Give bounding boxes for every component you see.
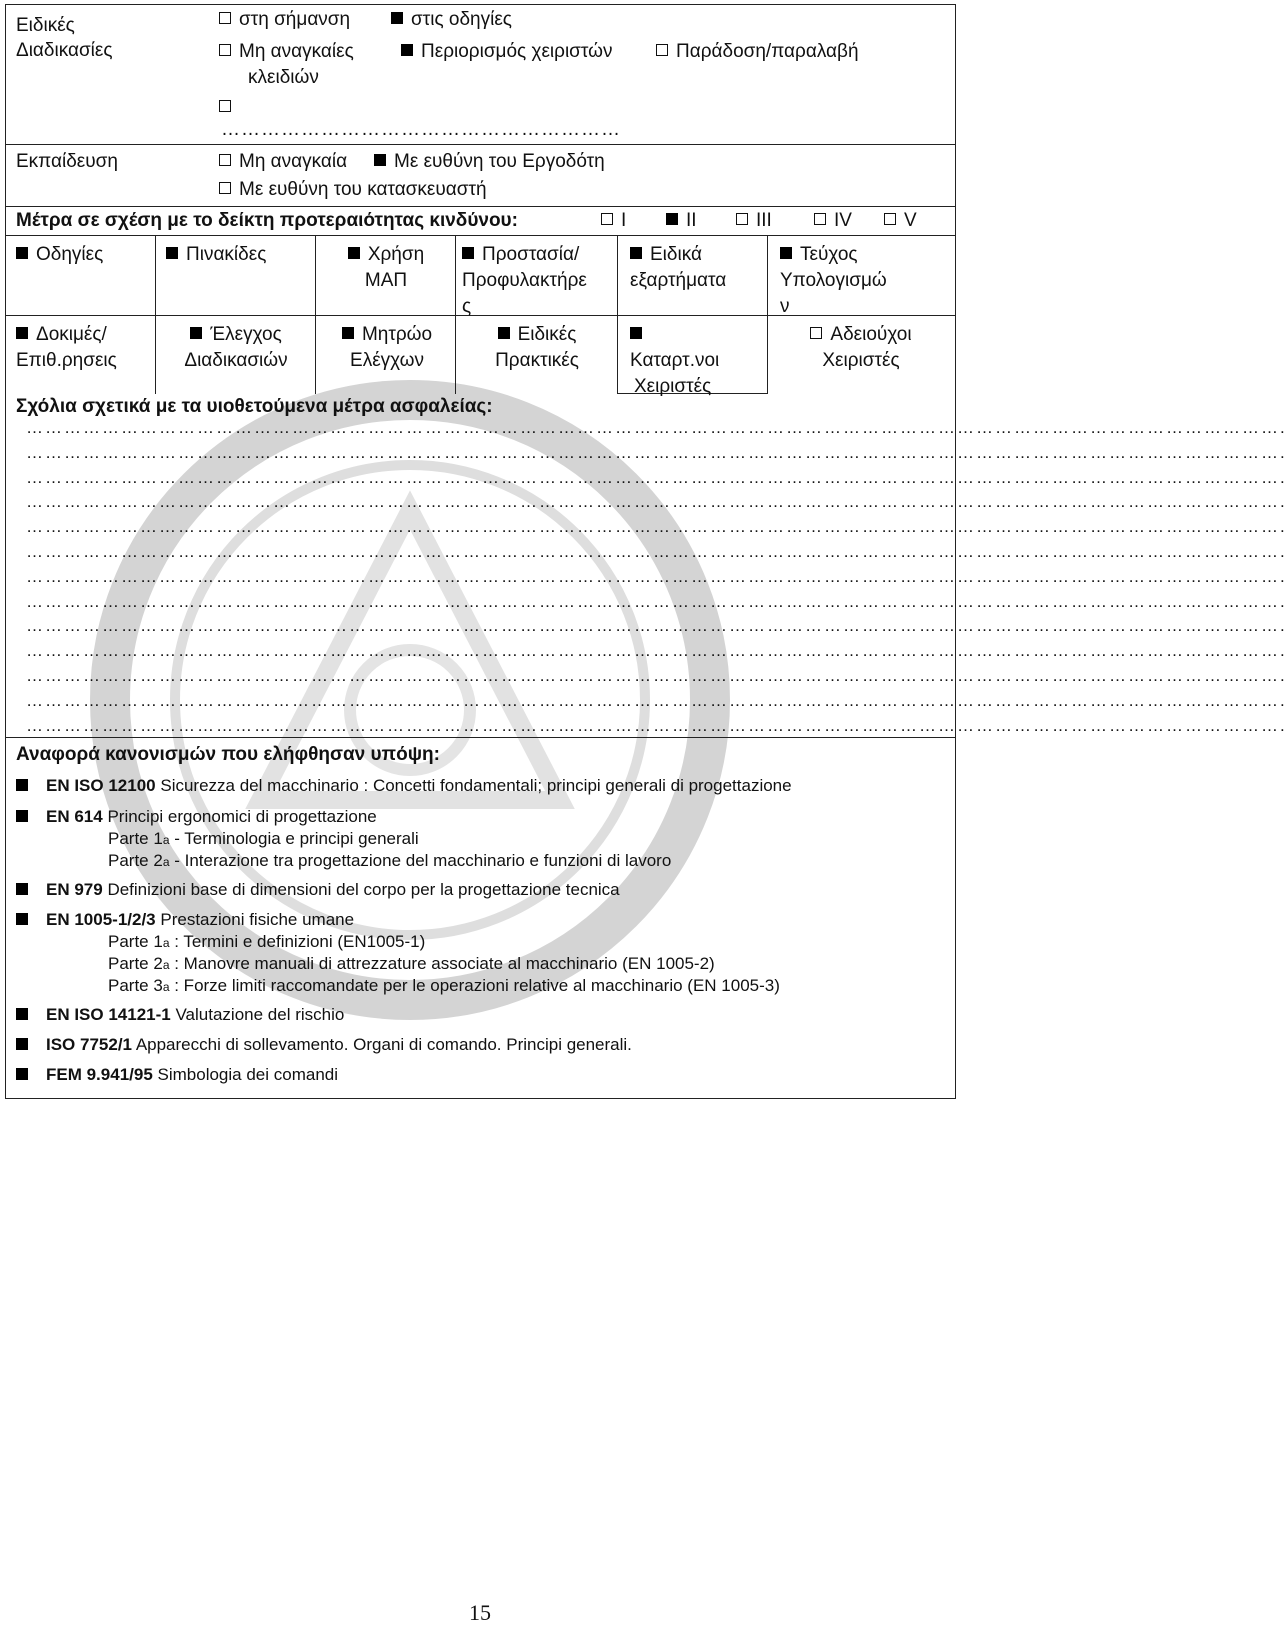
special-procedures-label: Ειδικές Διαδικασίες <box>16 15 113 61</box>
page-number: 15 <box>469 1600 491 1625</box>
references-row <box>6 738 955 1098</box>
measure-cell[interactable]: Δοκιμές/ Επιθ.ρησεις <box>6 316 156 394</box>
comment-line[interactable]: ………………………………………………………………………………………………………………………………………………………………………………. <box>26 418 1287 437</box>
bullet-square-icon <box>16 913 28 925</box>
comment-line[interactable]: ………………………………………………………………………………………………………………………………………………………………………………. <box>26 517 1287 537</box>
checkbox-filled-icon[interactable] <box>342 327 354 339</box>
checkbox-filled-icon[interactable] <box>462 247 474 259</box>
measure-cell[interactable]: Οδηγίες <box>6 236 156 315</box>
bullet-square-icon <box>16 1038 28 1050</box>
comment-line[interactable]: ………………………………………………………………………………………………………………………………………………………………………………. <box>26 666 1287 685</box>
checkbox-empty-icon[interactable] <box>219 12 231 24</box>
reference-item: EN 979 Definizioni base di dimensioni del corpo per la progettazione tecnica <box>16 878 620 901</box>
checkbox-filled-icon[interactable] <box>666 213 678 225</box>
reference-subitem: Parte 2a - Interazione tra progettazione del macchinario e funzioni di lavoro <box>108 851 672 870</box>
checkbox-filled-icon[interactable] <box>630 327 642 339</box>
opt-not-required[interactable]: Μη αναγκαίες <box>219 39 354 64</box>
measure-cell[interactable]: Προστασία/ Προφυλακτήρε ς <box>456 236 618 315</box>
comments-row <box>6 394 1287 738</box>
comment-line[interactable]: ………………………………………………………………………………………………………………………………………………………………………………. <box>26 690 1287 710</box>
comment-line[interactable]: ………………………………………………………………………………………………………………………………………………………………………………. <box>26 542 1287 561</box>
measure-cell[interactable]: Τεύχος Υπολογισμώ ν <box>780 244 887 317</box>
measure-cell[interactable]: Καταρτ.νοι Χειριστές <box>618 316 768 394</box>
reference-subitem: Parte 3a : Forze limiti raccomandate per le operazioni relative al macchinario (EN 1005-3) <box>108 976 780 995</box>
bullet-square-icon <box>16 883 28 895</box>
checkbox-empty-icon[interactable] <box>219 154 231 166</box>
comment-line[interactable]: ………………………………………………………………………………………………………………………………………………………………………………. <box>26 591 1287 611</box>
checkbox-filled-icon[interactable] <box>348 247 360 259</box>
other-dots: …………………………………………………… <box>221 119 621 140</box>
risk-level-2[interactable]: II <box>666 208 697 233</box>
risk-priority-row <box>6 207 955 236</box>
training-row <box>6 145 955 207</box>
safety-measures-form <box>5 4 1287 1099</box>
checkbox-empty-icon[interactable] <box>656 44 668 56</box>
measure-cell[interactable]: Αδειούχοι Χειριστές <box>768 316 955 394</box>
risk-level-1[interactable]: I <box>601 208 626 233</box>
reference-subitem: Parte 1a : Termini e definizioni (EN1005-1) <box>108 932 426 951</box>
measures-row-1 <box>6 236 955 316</box>
risk-level-4[interactable]: IV <box>814 208 852 233</box>
comment-line[interactable]: ………………………………………………………………………………………………………………………………………………………………………………. <box>26 442 1287 462</box>
opt-instructions[interactable]: στις οδηγίες <box>391 7 512 32</box>
checkbox-empty-icon[interactable] <box>736 213 748 225</box>
opt-keys[interactable]: Παράδοση/παραλαβή <box>656 39 859 64</box>
training-label: Εκπαίδευση <box>16 151 118 172</box>
reference-item: EN ISO 14121-1 Valutazione del rischio <box>16 1003 344 1026</box>
checkbox-empty-icon[interactable] <box>601 213 613 225</box>
bullet-square-icon <box>16 779 28 791</box>
checkbox-empty-icon[interactable] <box>219 44 231 56</box>
checkbox-filled-icon[interactable] <box>391 12 403 24</box>
special-procedures-row <box>6 5 955 145</box>
checkbox-empty-icon[interactable] <box>810 327 822 339</box>
measures-row-2 <box>6 316 955 397</box>
references-heading: Αναφορά κανονισμών που ελήφθησαν υπόψη: <box>16 744 440 765</box>
checkbox-filled-icon[interactable] <box>16 247 28 259</box>
opt-signaling[interactable]: στη σήμανση <box>219 7 350 32</box>
risk-priority-heading: Μέτρα σε σχέση με το δείκτη προτεραιότητας κινδύνου: <box>16 210 518 231</box>
risk-level-5[interactable]: V <box>884 208 917 233</box>
comment-line[interactable]: ………………………………………………………………………………………………………………………………………………………………………………. <box>26 616 1287 636</box>
reference-item: FEM 9.941/95 Simbologia dei comandi <box>16 1063 338 1086</box>
opt-keys-line2: κλειδιών <box>248 67 319 88</box>
comment-line[interactable]: ………………………………………………………………………………………………………………………………………………………………………………. <box>26 467 1287 487</box>
reference-subitem: Parte 1a - Terminologia e principi generali <box>108 829 419 848</box>
checkbox-filled-icon[interactable] <box>190 327 202 339</box>
comment-line[interactable]: ………………………………………………………………………………………………………………………………………………………………………………. <box>26 715 1287 735</box>
training-opt-not-required[interactable]: Μη αναγκαία <box>219 149 347 174</box>
opt-operator-limit[interactable]: Περιορισμός χειριστών <box>401 39 612 64</box>
checkbox-empty-icon[interactable] <box>219 100 231 112</box>
checkbox-filled-icon[interactable] <box>16 327 28 339</box>
measure-cell[interactable]: Ειδικές Πρακτικές <box>456 316 618 394</box>
comment-line[interactable]: ………………………………………………………………………………………………………………………………………………………………………………. <box>26 492 1287 512</box>
checkbox-empty-icon[interactable] <box>814 213 826 225</box>
reference-item: EN 1005-1/2/3 Prestazioni fisiche umane <box>16 908 354 931</box>
reference-item: EN ISO 12100 Sicurezza del macchinario : Concetti fondamentali; principi generali di progettazione <box>16 774 792 797</box>
bullet-square-icon <box>16 810 28 822</box>
reference-item: ISO 7752/1 Apparecchi di sollevamento. Organi di comando. Principi generali. <box>16 1033 632 1056</box>
training-opt-employer[interactable]: Με ευθύνη του Εργοδότη <box>374 149 605 174</box>
measure-cell[interactable]: Έλεγχος Διαδικασιών <box>156 316 316 394</box>
checkbox-filled-icon[interactable] <box>374 154 386 166</box>
checkbox-empty-icon[interactable] <box>219 182 231 194</box>
checkbox-filled-icon[interactable] <box>401 44 413 56</box>
comment-line[interactable]: ………………………………………………………………………………………………………………………………………………………………………………. <box>26 566 1287 586</box>
bullet-square-icon <box>16 1008 28 1020</box>
bullet-square-icon <box>16 1068 28 1080</box>
measure-cell[interactable]: Μητρώο Ελέγχων <box>316 316 456 394</box>
measure-cell[interactable]: Ειδικά εξαρτήματα <box>618 236 768 315</box>
comments-heading: Σχόλια σχετικά με τα υιοθετούμενα μέτρα ασφαλείας: <box>16 396 493 417</box>
checkbox-filled-icon[interactable] <box>498 327 510 339</box>
checkbox-filled-icon[interactable] <box>780 247 792 259</box>
risk-level-3[interactable]: III <box>736 208 772 233</box>
measure-cell[interactable]: Πινακίδες <box>156 236 316 315</box>
checkbox-filled-icon[interactable] <box>630 247 642 259</box>
comment-line[interactable]: ………………………………………………………………………………………………………………………………………………………………………………. <box>26 641 1287 661</box>
reference-item: EN 614 Principi ergonomici di progettazione <box>16 805 377 828</box>
checkbox-filled-icon[interactable] <box>166 247 178 259</box>
measure-cell[interactable]: Χρήση ΜΑΠ <box>316 236 456 315</box>
training-opt-manufacturer[interactable]: Με ευθύνη του κατασκευαστή <box>219 177 487 202</box>
checkbox-empty-icon[interactable] <box>884 213 896 225</box>
reference-subitem: Parte 2a : Manovre manuali di attrezzature associate al macchinario (EN 1005-2) <box>108 954 715 973</box>
